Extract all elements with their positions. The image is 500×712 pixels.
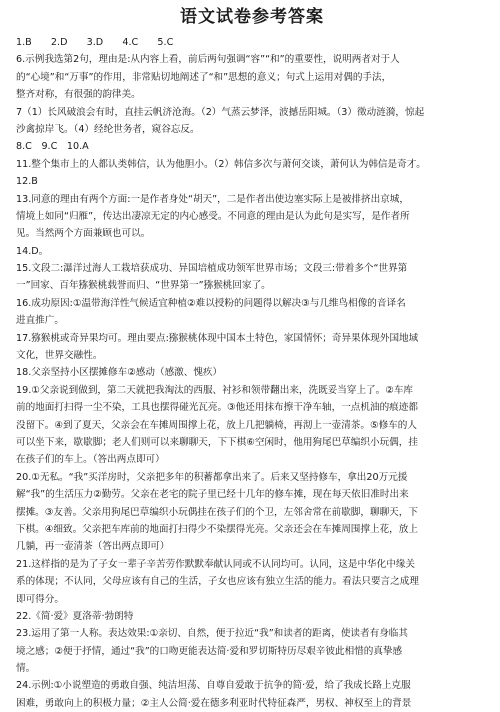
- answer-line: 19.①父亲说到做到，第二天就把我淘汰的西服、衬衫和领带翻出来，洗既妥当穿上了。②车库: [16, 384, 414, 396]
- answer-line: 7（1）长风破浪会有时，直挂云帆济沧海。（2）气蒸云梦泽，波撼岳阳城。（3）徵动涟漪，惊起: [16, 106, 425, 118]
- answer-line: 境之感；②便于抒情，通过“我”的口吻更能表达简·爱和罗切斯特历尽艰辛彼此相惜的真挚感: [16, 645, 403, 657]
- answer-line: 13.同意的理由有两个方面:一是作者身处“胡天”，二是作者出使边塞实际上是被排挤出京城，: [16, 193, 409, 205]
- answer-line: 解“我”的生活压力②勤劳。父亲在老宅的院子里已经十几年的修车摊，现在每天依旧准时出来: [16, 489, 409, 501]
- answer-line: 没留下。④到了夏天，父亲会在车摊周围撑上花，放上几把躺椅，再沏上一壶清茶。⑤修车的人: [16, 419, 417, 431]
- answer-line: 摆摊。③友善。父亲用狗尾巴草编织小玩偶挂在孩子们的个卫，左邻舍常在前歇脚，聊聊天，下: [16, 506, 418, 518]
- answer-line: 6.示例我选第2句，理由是:从内容上看，前后两句强调“容”“和”的重要性，说明两者对于人: [16, 54, 400, 66]
- answer-line: 几躺，再一壶清茶（答出两点即可）: [16, 541, 170, 553]
- answer-line: 文化，世界交融性。: [16, 350, 103, 362]
- answer-list: [16, 34, 488, 712]
- answer-line: 17.猕猴桃或奇异果均可。理由要点:猕猴桃体现中国本土特色，家国情怀；奇异果体现外国地域: [16, 332, 419, 344]
- answer-line: 情境上如同“归雁”，传达出凄凉无定的内心感受。不同意的理由是认为此句是实写，是作者所: [16, 210, 410, 222]
- answer-line: 21.这样指的是为了子女一辈子辛苦劳作默默奉献认同或不认同均可。认同，这是中华化中缘关: [16, 558, 416, 570]
- answer-line: 18.父亲坚持小区摆摊修车②感动（感激、愧疚）: [16, 367, 223, 379]
- answer-line: 沙禽掠岸飞。（4）经纶世务者，窥谷忘反。: [16, 123, 200, 135]
- answer-line: 的“心境”和“万事”的作用，非常贴切地阐述了“和”思想的意义；句式上运用对偶的手法，: [16, 71, 392, 83]
- answer-line: 20.①无私。“我”买洋房时，父亲把多年的积蓄都拿出来了。后来又坚持修车，拿出20万元援: [16, 471, 408, 483]
- answer-line: 12.B: [16, 176, 38, 188]
- answer-line: 11.整个集市上的人都认类韩信，认为他胆小。（2）韩信多次与萧何交谈，萧何认为韩信是奇才。: [16, 158, 426, 170]
- answer-line: 整齐对称，有很强的韵律美。: [16, 89, 141, 101]
- answer-line: 在孩子们的车上。（答出两点即可）: [16, 454, 165, 466]
- answer-line: 24.示例:①小说塑造的勇敢自强、纯洁坦荡、自尊自爱敢于抗争的简·爱，给了我成长路上克服: [16, 680, 411, 692]
- answer-line: 14.D。: [16, 245, 49, 257]
- answer-line: 即可得分。: [16, 593, 64, 605]
- answer-line: 22.《简·爱》夏洛蒂·勃朗特: [16, 610, 134, 622]
- answer-line: 16.成功原因:①温带海洋性气候适宜种植②难以授粉的问题得以解决③与几维鸟相像的音译名: [16, 297, 406, 309]
- page-title: 语文试卷参考答案: [180, 7, 324, 27]
- answer-line: 见。当然两个方面兼顾也可以。: [16, 228, 151, 240]
- answer-line: 可以坐下来，歇歇脚；老人们则可以来聊聊天，下下棋⑥空闲时，他用狗尾巴草编织小玩偶，挂: [16, 436, 418, 448]
- answer-line: 下棋。④细致。父亲把车库前的地面打扫得少不染摆得光亮。父亲还会在车摊周围撑上花，放上: [16, 523, 418, 535]
- answer-line: 困难，勇敢向上的积极力量；②主人公简·爱在德多利亚时代特征森严，男权、神权至上的背景: [16, 697, 412, 709]
- answer-line: 前的地面打扫得一尘不染，工具也摆得碰光瓦亮。③他还用抹布擦干净车轴，一点机油的痕迹都: [16, 402, 418, 414]
- answer-line: 15.文段二:瀑洋过海人工栽培获成功、异国培植成功领军世界市场；文段三:带着多个“世界第: [16, 263, 408, 275]
- answer-line: 情。: [16, 663, 36, 675]
- answer-line: 8.C 9.C 10.A: [16, 141, 89, 153]
- answer-line: 23.运用了第一人称。表达效果:①亲切、自然，便于拉近“我”和读者的距离，使读者有身临其: [16, 628, 408, 640]
- answer-line: 1.B 2.D 3.D 4.C 5.C: [16, 37, 174, 48]
- answer-line: 一”回家、百年猕猴桃载誉而归、“世界第一”猕猴桃回家了。: [16, 280, 271, 292]
- answer-line: 进直推广。: [16, 315, 64, 327]
- answer-line: 系的体现；不认同，父母应该有自己的生活，子女也应该有独立生活的能力。看法只要言之成理: [16, 576, 419, 588]
